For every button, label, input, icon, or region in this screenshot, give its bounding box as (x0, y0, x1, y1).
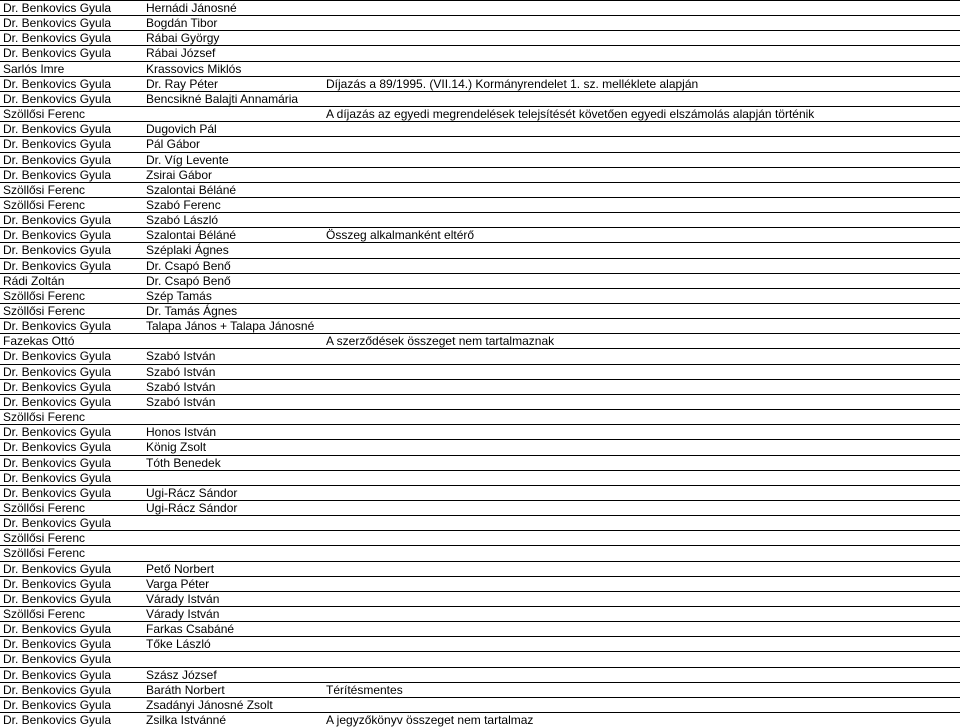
row-name-cell: Dr. Benkovics Gyula (3, 652, 112, 667)
table-row (0, 485, 960, 500)
table-row (0, 394, 960, 409)
row-partner-cell: Várady István (146, 607, 220, 621)
table-row (0, 455, 960, 470)
table-row (0, 136, 960, 151)
row-name-cell: Szöllősi Ferenc (3, 500, 86, 515)
row-name-cell: Dr. Benkovics Gyula (3, 1, 112, 15)
table-row (0, 273, 960, 288)
row-partner-cell: Tóth Benedek (146, 455, 221, 470)
table-row (0, 561, 960, 576)
row-name-cell: Dr. Benkovics Gyula (3, 167, 112, 182)
table-row (0, 500, 960, 515)
table-row (0, 712, 960, 727)
row-partner-cell: Pál Gábor (146, 137, 201, 152)
table-row (0, 606, 960, 621)
row-partner-cell: Dugovich Pál (146, 122, 217, 137)
row-partner-cell: Zsirai Gábor (146, 167, 213, 182)
table-row (0, 318, 960, 333)
table-row (0, 76, 960, 91)
row-name-cell: Dr. Benkovics Gyula (3, 152, 112, 167)
row-partner-cell: Várady István (146, 591, 220, 606)
row-partner-cell: Dr. Tamás Ágnes (146, 304, 238, 318)
row-name-cell: Dr. Benkovics Gyula (3, 91, 112, 106)
table-row (0, 0, 960, 15)
row-partner-cell: Farkas Csabáné (146, 622, 235, 637)
row-name-cell: Dr. Benkovics Gyula (3, 46, 112, 61)
row-partner-cell: Varga Péter (146, 576, 210, 591)
row-partner-cell: Pető Norbert (146, 561, 215, 576)
row-name-cell: Dr. Benkovics Gyula (3, 455, 112, 470)
row-name-cell: Dr. Benkovics Gyula (3, 591, 112, 606)
row-name-cell: Szöllősi Ferenc (3, 607, 86, 621)
row-name-cell: Dr. Benkovics Gyula (3, 379, 112, 394)
table-row (0, 667, 960, 682)
table-row (0, 61, 960, 76)
row-name-cell: Szöllősi Ferenc (3, 531, 86, 546)
row-partner-cell: Szép Tamás (146, 288, 212, 303)
table-row (0, 30, 960, 45)
row-note-cell: A jegyzőkönyv összeget nem tartalmaz (326, 713, 534, 728)
row-name-cell: Sarlós Imre (3, 61, 65, 76)
row-name-cell: Dr. Benkovics Gyula (3, 425, 112, 440)
row-note-cell: A szerződések összeget nem tartalmaznak (326, 334, 555, 349)
row-name-cell: Dr. Benkovics Gyula (3, 637, 112, 652)
row-name-cell: Szöllősi Ferenc (3, 304, 86, 318)
row-name-cell: Dr. Benkovics Gyula (3, 319, 112, 334)
row-note-cell: Díjazás a 89/1995. (VII.14.) Kormányrendelet 1. sz. melléklete alapján (326, 76, 699, 91)
row-name-cell: Szöllősi Ferenc (3, 107, 86, 122)
row-partner-cell: Rábai József (146, 46, 216, 61)
table-row (0, 515, 960, 530)
table-row (0, 303, 960, 318)
table-row (0, 212, 960, 227)
table-row (0, 409, 960, 424)
row-name-cell: Dr. Benkovics Gyula (3, 470, 112, 485)
table-row (0, 152, 960, 167)
row-name-cell: Szöllősi Ferenc (3, 182, 86, 197)
row-partner-cell: Szabó István (146, 349, 216, 364)
row-partner-cell: Zsilka Istvánné (146, 713, 227, 728)
table-row (0, 364, 960, 379)
row-partner-cell: Szalontai Béláné (146, 182, 237, 197)
row-name-cell: Dr. Benkovics Gyula (3, 697, 112, 712)
table-row (0, 621, 960, 636)
table-row (0, 45, 960, 60)
row-partner-cell: Tőke László (146, 637, 211, 652)
row-name-cell: Dr. Benkovics Gyula (3, 394, 112, 409)
row-partner-cell: König Zsolt (146, 440, 207, 455)
table-row (0, 470, 960, 485)
row-name-cell: Szöllősi Ferenc (3, 197, 86, 212)
row-partner-cell: Bogdán Tibor (146, 16, 218, 31)
table-row (0, 379, 960, 394)
row-name-cell: Dr. Benkovics Gyula (3, 485, 112, 500)
table-row (0, 106, 960, 121)
row-name-cell: Dr. Benkovics Gyula (3, 622, 112, 637)
row-partner-cell: Szabó István (146, 364, 216, 379)
row-name-cell: Dr. Benkovics Gyula (3, 137, 112, 152)
row-partner-cell: Szász József (146, 667, 217, 682)
table-row (0, 288, 960, 303)
row-partner-cell: Bencsikné Balajti Annamária (146, 91, 299, 106)
table-row (0, 591, 960, 606)
row-partner-cell: Szabó István (146, 394, 216, 409)
table-row (0, 258, 960, 273)
row-partner-cell: Dr. Csapó Benő (146, 258, 231, 273)
row-name-cell: Szöllősi Ferenc (3, 288, 86, 303)
table-row (0, 348, 960, 363)
row-name-cell: Dr. Benkovics Gyula (3, 258, 112, 273)
row-name-cell: Dr. Benkovics Gyula (3, 561, 112, 576)
table-row (0, 439, 960, 454)
row-name-cell: Dr. Benkovics Gyula (3, 364, 112, 379)
row-partner-cell: Baráth Norbert (146, 682, 225, 697)
row-partner-cell: Szabó László (146, 213, 219, 228)
table-row (0, 167, 960, 182)
row-partner-cell: Dr. Ray Péter (146, 76, 219, 91)
table-row (0, 91, 960, 106)
table-row (0, 197, 960, 212)
table-row (0, 182, 960, 197)
row-name-cell: Dr. Benkovics Gyula (3, 243, 112, 258)
row-name-cell: Dr. Benkovics Gyula (3, 76, 112, 91)
row-name-cell: Dr. Benkovics Gyula (3, 228, 112, 243)
row-partner-cell: Zsadányi Jánosné Zsolt (146, 697, 273, 712)
table-row (0, 651, 960, 666)
table-row (0, 682, 960, 697)
table-row (0, 530, 960, 545)
row-name-cell: Dr. Benkovics Gyula (3, 349, 112, 364)
table-row (0, 15, 960, 30)
table-row (0, 227, 960, 242)
row-partner-cell: Szabó István (146, 379, 216, 394)
row-partner-cell: Dr. Víg Levente (146, 152, 229, 167)
row-partner-cell: Széplaki Ágnes (146, 243, 229, 258)
row-name-cell: Dr. Benkovics Gyula (3, 667, 112, 682)
row-partner-cell: Hernádi Jánosné (146, 1, 237, 15)
row-partner-cell: Honos István (146, 425, 217, 440)
row-name-cell: Dr. Benkovics Gyula (3, 213, 112, 228)
row-name-cell: Szöllősi Ferenc (3, 410, 86, 425)
row-partner-cell: Szabó Ferenc (146, 197, 221, 212)
row-name-cell: Dr. Benkovics Gyula (3, 713, 112, 728)
row-name-cell: Dr. Benkovics Gyula (3, 576, 112, 591)
row-partner-cell: Krassovics Miklós (146, 61, 242, 76)
table-row (0, 424, 960, 439)
row-name-cell: Dr. Benkovics Gyula (3, 16, 112, 31)
table-row (0, 121, 960, 136)
row-name-cell: Dr. Benkovics Gyula (3, 31, 112, 46)
row-partner-cell: Dr. Csapó Benő (146, 273, 231, 288)
table-row (0, 636, 960, 651)
row-note-cell: Térítésmentes (326, 682, 403, 697)
row-note-cell: Összeg alkalmanként eltérő (326, 228, 475, 243)
table-row (0, 576, 960, 591)
row-partner-cell: Ugi-Rácz Sándor (146, 500, 238, 515)
row-partner-cell: Talapa János + Talapa Jánosné (146, 319, 315, 334)
row-name-cell: Fazekas Ottó (3, 334, 75, 349)
row-partner-cell: Rábai György (146, 31, 220, 46)
row-name-cell: Dr. Benkovics Gyula (3, 516, 112, 531)
row-name-cell: Dr. Benkovics Gyula (3, 122, 112, 137)
table-row (0, 242, 960, 257)
row-name-cell: Dr. Benkovics Gyula (3, 440, 112, 455)
row-name-cell: Rádi Zoltán (3, 273, 65, 288)
row-partner-cell: Szalontai Béláné (146, 228, 237, 243)
row-name-cell: Dr. Benkovics Gyula (3, 682, 112, 697)
row-note-cell: A díjazás az egyedi megrendelések telejsítését követően egyedi elszámolás alapján történik (326, 107, 815, 122)
row-name-cell: Szöllősi Ferenc (3, 546, 86, 561)
table-row (0, 333, 960, 348)
table-row (0, 545, 960, 560)
row-partner-cell: Ugi-Rácz Sándor (146, 485, 238, 500)
table-row (0, 697, 960, 712)
